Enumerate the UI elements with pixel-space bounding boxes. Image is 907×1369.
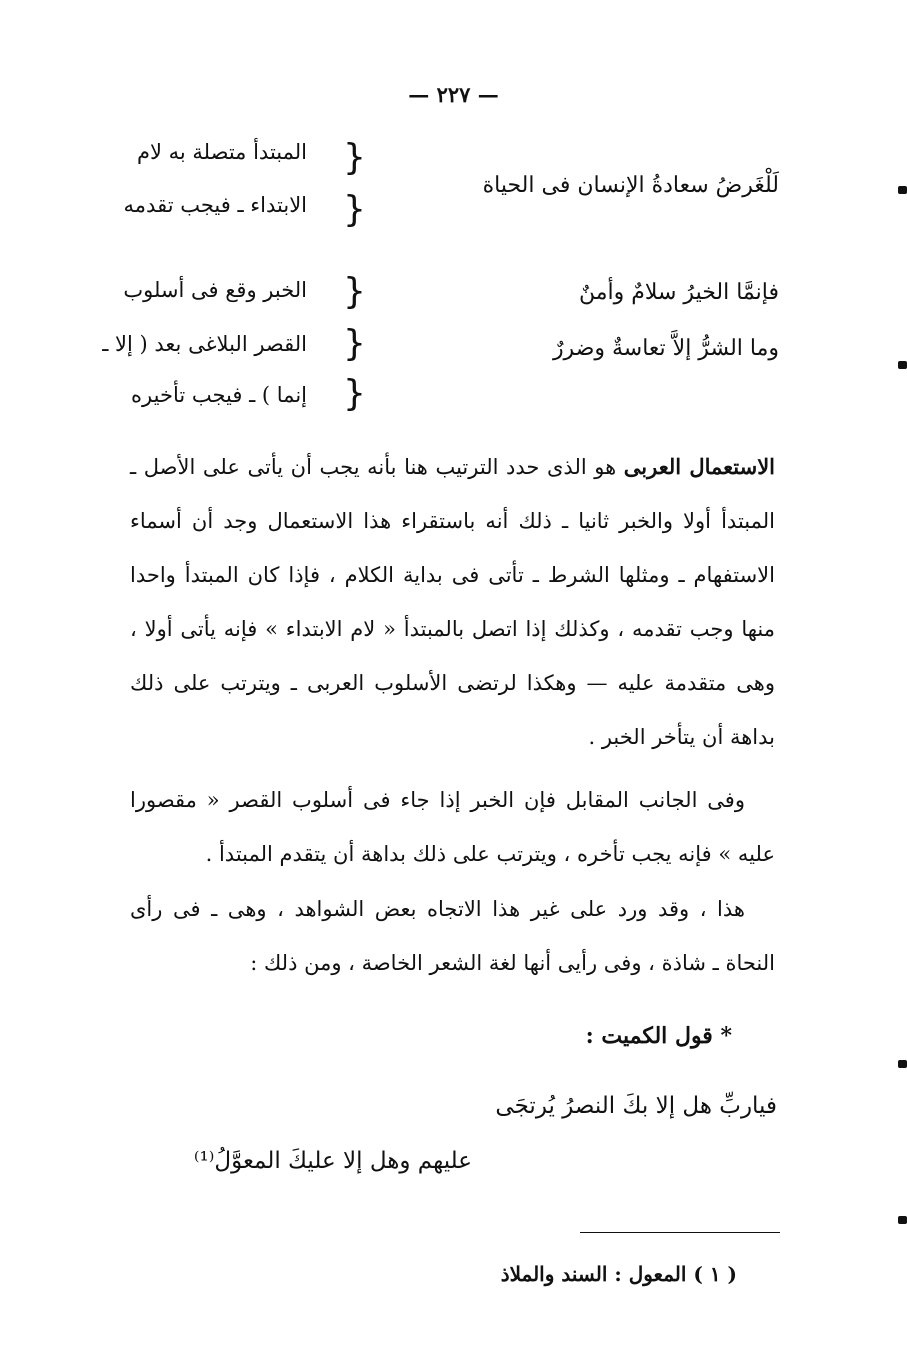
brace-top: { xyxy=(343,137,366,178)
brace-top-2: { xyxy=(343,189,366,230)
table-left-row-4: القصر البلاغى بعد ( إلا ـ xyxy=(102,332,307,356)
table-right-row-3: وما الشرُّ إلاَّ تعاسةٌ وضررٌ xyxy=(552,336,779,361)
brace-bottom-2: { xyxy=(343,323,366,364)
margin-mark-3 xyxy=(898,1060,907,1068)
margin-mark-1 xyxy=(898,186,907,194)
table-right-row-1: لَلْغَرضُ سعادةُ الإنسان فى الحياة xyxy=(482,173,779,198)
paragraph-1-text: هو الذى حدد الترتيب هنا بأنه يجب أن يأتى على الأصل ـ المبتدأ أولا والخبر ثانيا ـ ذلك أنه باستقراء هذا الاستعمال وجد أن أسماء الاستفهام ـ ومثلها الشرط ـ تأتى فى بداية الكلام ، فإذا كان المبتدأ واحدا منها وجب تقدمه ، وكذلك إذا اتصل بالمبتدأ « لام الابتداء » فإنه يأتى أولا ، وهى متقدمة عليه — وهكذا لرتضى الأسلوب العربى ـ ويترتب على ذلك بداهة أن يتأخر الخبر . xyxy=(130,455,775,749)
table-right-row-2: فإنمَّا الخيرُ سلامٌ وأمنٌ xyxy=(579,280,779,305)
paragraph-1 xyxy=(130,440,775,764)
verse-line-1: فياربِّ هل إلا بكَ النصرُ يُرتجَى xyxy=(495,1093,777,1119)
table-left-row-2: الابتداء ـ فيجب تقدمه xyxy=(123,193,307,217)
brace-bottom-3: { xyxy=(343,373,366,414)
paragraph-2 xyxy=(130,773,775,881)
page-number: — ٢٢٧ — xyxy=(408,82,499,107)
paragraph-3-text: هذا ، وقد ورد على غير هذا الاتجاه بعض الشواهد ، وهى ـ فى رأى النحاة ـ شاذة ، وفى رأيى أنها لغة الشعر الخاصة ، ومن ذلك : xyxy=(130,897,775,975)
table-left-row-1: المبتدأ متصلة به لام xyxy=(136,140,307,164)
paragraph-1-lead: الاستعمال العربى xyxy=(623,454,775,479)
footnote-rule xyxy=(580,1232,780,1233)
verse-line-2: عليهم وهل إلا عليكَ المعوَّلُ⁽¹⁾ xyxy=(193,1148,472,1174)
brace-bottom: { xyxy=(343,271,366,312)
quote-heading: * قول الكميت : xyxy=(585,1023,732,1049)
paragraph-2-text: وفى الجانب المقابل فإن الخبر إذا جاء فى أسلوب القصر « مقصورا عليه » فإنه يجب تأخره ، ويترتب على ذلك بداهة أن يتقدم المبتدأ . xyxy=(130,788,775,866)
margin-mark-2 xyxy=(898,361,907,369)
paragraph-3 xyxy=(130,882,775,990)
table-left-row-3: الخبر وقع فى أسلوب xyxy=(123,278,307,302)
table-left-row-5: إنما ) ـ فيجب تأخيره xyxy=(131,383,307,407)
footnote: ( ١ ) المعول : السند والملاذ xyxy=(500,1262,737,1286)
margin-mark-4 xyxy=(898,1216,907,1224)
